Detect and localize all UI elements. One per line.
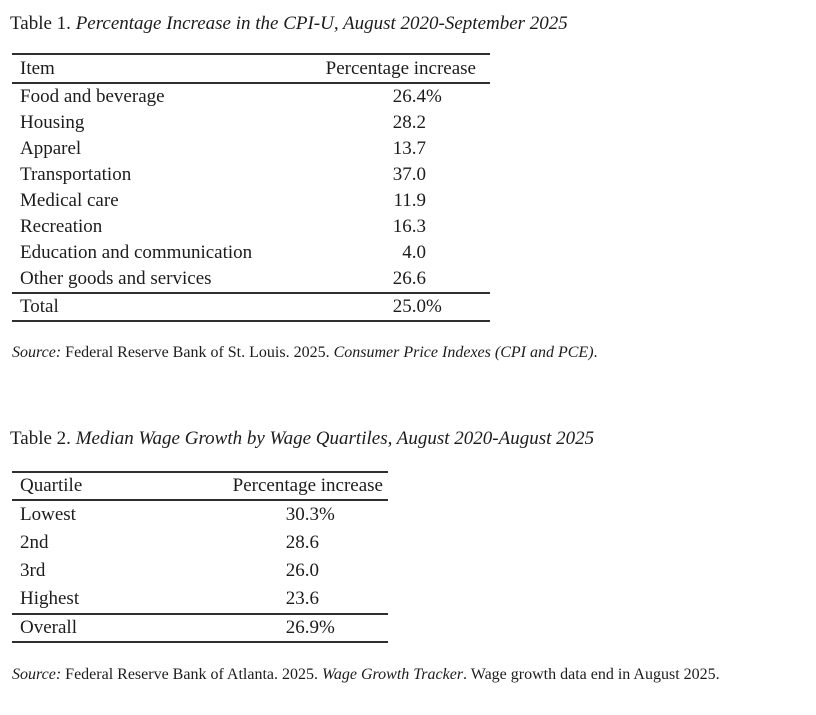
table-row bbox=[12, 162, 490, 188]
table-row bbox=[12, 557, 388, 585]
row-value bbox=[270, 112, 441, 134]
table2-col-header-value: Percentage increase bbox=[232, 475, 383, 496]
row-label: Highest bbox=[20, 588, 80, 609]
source-text: . Wage growth data end in August 2025. bbox=[463, 666, 720, 683]
value-number: 11.9 bbox=[393, 190, 426, 211]
table1-total-row bbox=[12, 292, 490, 320]
row-value bbox=[270, 216, 441, 238]
table-row bbox=[12, 585, 388, 613]
table1-header-row bbox=[12, 55, 490, 84]
table-row bbox=[12, 266, 490, 292]
value-number: 26.6 bbox=[392, 268, 426, 289]
row-label: Overall bbox=[20, 617, 77, 638]
row-label: 3rd bbox=[20, 560, 46, 581]
value-number: 4.0 bbox=[402, 242, 426, 263]
percent-sign bbox=[426, 242, 441, 264]
value-number: 28.6 bbox=[285, 532, 319, 553]
table-row bbox=[12, 240, 490, 266]
row-value bbox=[175, 617, 335, 639]
table1-source-note bbox=[12, 343, 816, 363]
percent-sign bbox=[426, 268, 441, 290]
row-label: Apparel bbox=[20, 138, 82, 159]
value-number: 30.3 bbox=[285, 504, 319, 525]
row-label: 2nd bbox=[20, 532, 49, 553]
value-number: 28.2 bbox=[392, 112, 426, 133]
percent-sign: % bbox=[319, 617, 335, 638]
table2-header-row bbox=[12, 473, 388, 501]
row-label: Medical care bbox=[20, 190, 119, 211]
table1-col-header-item: Item bbox=[20, 57, 55, 79]
value-number: 26.0 bbox=[285, 560, 319, 581]
percent-sign bbox=[426, 190, 441, 212]
source-text: . bbox=[593, 344, 598, 361]
percent-sign: % bbox=[426, 86, 442, 107]
table-row bbox=[12, 84, 490, 110]
table1-caption bbox=[10, 12, 816, 36]
row-label: Total bbox=[20, 296, 59, 317]
row-value bbox=[270, 86, 441, 108]
source-text: Federal Reserve Bank of St. Louis. 2025. bbox=[61, 344, 334, 361]
row-value bbox=[270, 164, 441, 186]
value-number: 37.0 bbox=[392, 164, 426, 185]
row-value bbox=[175, 532, 335, 554]
source-text: Federal Reserve Bank of Atlanta. 2025. bbox=[61, 666, 322, 683]
table2-caption bbox=[10, 427, 816, 451]
source-work-title: Wage Growth Tracker bbox=[322, 666, 464, 683]
row-value bbox=[270, 138, 441, 160]
table2-col-header-quartile: Quartile bbox=[20, 475, 83, 496]
table2-source-note bbox=[12, 665, 816, 685]
row-value bbox=[175, 504, 335, 526]
source-label: Source: bbox=[12, 666, 62, 683]
table-row bbox=[12, 110, 490, 136]
row-value bbox=[270, 242, 441, 264]
table-row bbox=[12, 529, 388, 557]
table-row bbox=[12, 136, 490, 162]
percent-sign bbox=[319, 588, 335, 610]
value-number: 13.7 bbox=[392, 138, 426, 159]
percent-sign bbox=[319, 560, 335, 582]
row-value bbox=[270, 190, 441, 212]
value-number: 16.3 bbox=[392, 216, 426, 237]
row-label: Food and beverage bbox=[20, 86, 165, 107]
percent-sign bbox=[426, 164, 441, 186]
table1 bbox=[12, 53, 490, 322]
table-row bbox=[12, 214, 490, 240]
row-label: Lowest bbox=[20, 504, 76, 525]
table1-caption-title: Percentage Increase in the CPI-U, August 2020-September 2025 bbox=[70, 13, 568, 34]
value-number: 25.0 bbox=[392, 296, 426, 317]
row-value bbox=[270, 268, 441, 290]
value-number: 23.6 bbox=[285, 588, 319, 609]
table1-caption-label: Table 1. bbox=[10, 13, 71, 34]
percent-sign bbox=[426, 216, 441, 238]
percent-sign bbox=[319, 532, 335, 554]
row-label: Education and communication bbox=[20, 242, 253, 263]
row-label: Housing bbox=[20, 112, 85, 133]
table-row bbox=[12, 188, 490, 214]
percent-sign bbox=[426, 112, 441, 134]
row-label: Recreation bbox=[20, 216, 103, 237]
table2 bbox=[12, 471, 388, 643]
row-value bbox=[270, 296, 441, 318]
source-label: Source: bbox=[12, 344, 62, 361]
table2-caption-label: Table 2. bbox=[10, 428, 71, 449]
table2-total-row bbox=[12, 613, 388, 641]
source-work-title: Consumer Price Indexes (CPI and PCE) bbox=[333, 344, 594, 361]
row-label: Transportation bbox=[20, 164, 132, 185]
table-row bbox=[12, 501, 388, 529]
percent-sign: % bbox=[319, 504, 335, 525]
row-value bbox=[175, 588, 335, 610]
table2-caption-title: Median Wage Growth by Wage Quartiles, August 2020-August 2025 bbox=[70, 428, 595, 449]
percent-sign: % bbox=[426, 296, 442, 317]
value-number: 26.4 bbox=[392, 86, 426, 107]
value-number: 26.9 bbox=[285, 617, 319, 638]
percent-sign bbox=[426, 138, 441, 160]
row-value bbox=[175, 560, 335, 582]
table1-col-header-value: Percentage increase bbox=[325, 57, 476, 79]
row-label: Other goods and services bbox=[20, 268, 212, 289]
